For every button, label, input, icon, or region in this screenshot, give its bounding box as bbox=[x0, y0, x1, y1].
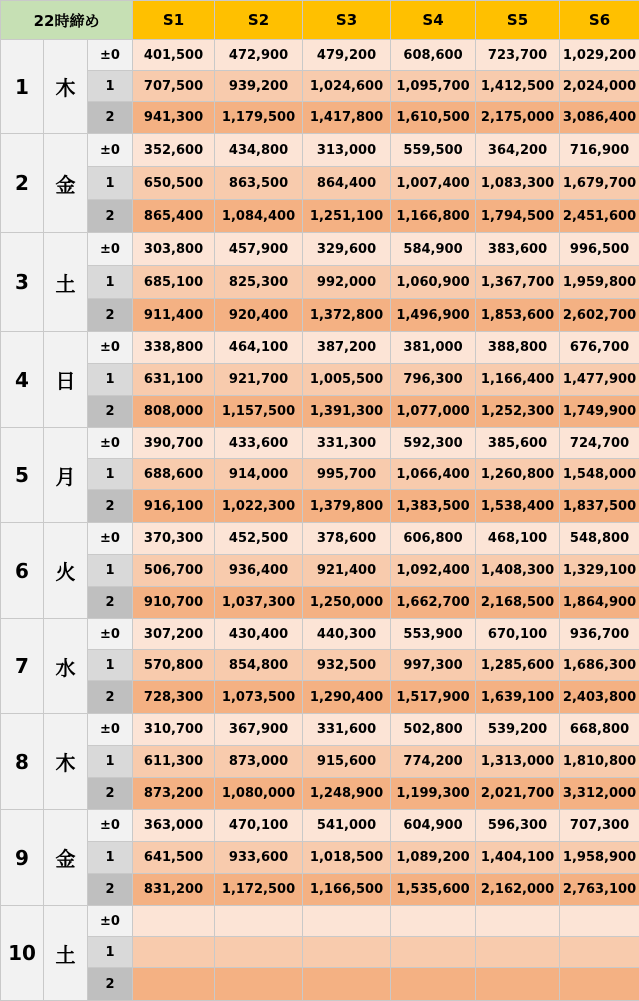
table-row bbox=[1, 134, 639, 167]
level-cell: 2 bbox=[88, 299, 133, 332]
value-cell-s5: 1,166,400 bbox=[476, 364, 560, 396]
level-cell: 2 bbox=[88, 102, 133, 134]
level-cell: ±0 bbox=[88, 134, 133, 167]
table-row bbox=[1, 555, 639, 587]
value-cell-s2: 914,000 bbox=[215, 459, 303, 490]
value-cell-s4: 1,517,900 bbox=[391, 681, 476, 714]
level-cell: 1 bbox=[88, 71, 133, 102]
level-cell: ±0 bbox=[88, 906, 133, 937]
day-number: 9 bbox=[1, 810, 44, 906]
value-cell-s3: 1,024,600 bbox=[303, 71, 391, 102]
value-cell-s6: 2,403,800 bbox=[560, 681, 639, 714]
value-cell-s6: 1,029,200 bbox=[560, 40, 639, 71]
day-number: 3 bbox=[1, 233, 44, 332]
value-cell-s4: 1,066,400 bbox=[391, 459, 476, 490]
value-cell-s1: 728,300 bbox=[133, 681, 215, 714]
value-cell-s6: 1,329,100 bbox=[560, 555, 639, 587]
value-cell-s1: 303,800 bbox=[133, 233, 215, 266]
level-cell: 1 bbox=[88, 937, 133, 968]
table-row bbox=[1, 650, 639, 681]
value-cell-s2 bbox=[215, 937, 303, 968]
value-cell-s2: 433,600 bbox=[215, 428, 303, 459]
level-cell: 1 bbox=[88, 459, 133, 490]
value-cell-s1: 352,600 bbox=[133, 134, 215, 167]
value-cell-s5: 383,600 bbox=[476, 233, 560, 266]
value-cell-s2: 939,200 bbox=[215, 71, 303, 102]
value-cell-s2: 863,500 bbox=[215, 167, 303, 200]
value-cell-s6: 707,300 bbox=[560, 810, 639, 842]
value-cell-s3: 1,290,400 bbox=[303, 681, 391, 714]
day-number: 1 bbox=[1, 40, 44, 134]
value-cell-s5: 596,300 bbox=[476, 810, 560, 842]
level-cell: ±0 bbox=[88, 619, 133, 650]
value-cell-s3: 1,250,000 bbox=[303, 587, 391, 619]
level-cell: ±0 bbox=[88, 714, 133, 746]
value-cell-s2: 472,900 bbox=[215, 40, 303, 71]
table-row bbox=[1, 200, 639, 233]
value-cell-s4: 1,610,500 bbox=[391, 102, 476, 134]
table-row bbox=[1, 364, 639, 396]
value-cell-s5: 1,313,000 bbox=[476, 746, 560, 778]
value-cell-s6: 936,700 bbox=[560, 619, 639, 650]
value-cell-s2: 1,037,300 bbox=[215, 587, 303, 619]
value-cell-s1: 873,200 bbox=[133, 778, 215, 810]
level-cell: 2 bbox=[88, 968, 133, 1001]
value-cell-s5: 1,260,800 bbox=[476, 459, 560, 490]
value-cell-s6: 716,900 bbox=[560, 134, 639, 167]
header-row bbox=[1, 1, 639, 40]
value-cell-s6: 2,024,000 bbox=[560, 71, 639, 102]
value-cell-s4: 559,500 bbox=[391, 134, 476, 167]
value-cell-s3: 541,000 bbox=[303, 810, 391, 842]
table-row bbox=[1, 299, 639, 332]
value-cell-s4: 1,092,400 bbox=[391, 555, 476, 587]
value-cell-s1: 707,500 bbox=[133, 71, 215, 102]
day-weekday: 土 bbox=[44, 906, 88, 1001]
value-cell-s6: 1,548,000 bbox=[560, 459, 639, 490]
value-cell-s1: 370,300 bbox=[133, 523, 215, 555]
value-cell-s1: 865,400 bbox=[133, 200, 215, 233]
table-row bbox=[1, 714, 639, 746]
value-cell-s6: 548,800 bbox=[560, 523, 639, 555]
value-cell-s2: 1,022,300 bbox=[215, 490, 303, 523]
value-cell-s1: 338,800 bbox=[133, 332, 215, 364]
value-cell-s2: 1,073,500 bbox=[215, 681, 303, 714]
value-cell-s2 bbox=[215, 906, 303, 937]
value-cell-s6 bbox=[560, 937, 639, 968]
value-cell-s4 bbox=[391, 906, 476, 937]
value-cell-s2: 920,400 bbox=[215, 299, 303, 332]
table-row bbox=[1, 71, 639, 102]
table-title: 22時締め bbox=[1, 1, 133, 40]
value-cell-s6: 2,763,100 bbox=[560, 874, 639, 906]
value-cell-s1: 808,000 bbox=[133, 396, 215, 428]
day-number: 6 bbox=[1, 523, 44, 619]
value-cell-s5: 1,853,600 bbox=[476, 299, 560, 332]
value-cell-s2: 1,172,500 bbox=[215, 874, 303, 906]
value-cell-s1: 307,200 bbox=[133, 619, 215, 650]
value-cell-s5: 1,412,500 bbox=[476, 71, 560, 102]
value-cell-s1: 570,800 bbox=[133, 650, 215, 681]
value-cell-s3: 1,018,500 bbox=[303, 842, 391, 874]
value-cell-s2: 1,084,400 bbox=[215, 200, 303, 233]
value-cell-s4: 1,496,900 bbox=[391, 299, 476, 332]
value-cell-s6: 1,679,700 bbox=[560, 167, 639, 200]
value-cell-s4: 592,300 bbox=[391, 428, 476, 459]
value-cell-s1 bbox=[133, 906, 215, 937]
table-row bbox=[1, 40, 639, 71]
column-header-s3: S3 bbox=[303, 1, 391, 40]
value-cell-s6: 724,700 bbox=[560, 428, 639, 459]
value-cell-s2: 921,700 bbox=[215, 364, 303, 396]
level-cell: ±0 bbox=[88, 523, 133, 555]
table-row bbox=[1, 619, 639, 650]
value-cell-s1: 363,000 bbox=[133, 810, 215, 842]
value-cell-s5 bbox=[476, 906, 560, 937]
value-cell-s5: 1,285,600 bbox=[476, 650, 560, 681]
level-cell: ±0 bbox=[88, 810, 133, 842]
table-row bbox=[1, 681, 639, 714]
value-cell-s3: 479,200 bbox=[303, 40, 391, 71]
value-cell-s6: 2,451,600 bbox=[560, 200, 639, 233]
value-cell-s4: 1,089,200 bbox=[391, 842, 476, 874]
value-cell-s3: 915,600 bbox=[303, 746, 391, 778]
value-cell-s5: 468,100 bbox=[476, 523, 560, 555]
value-cell-s4: 1,077,000 bbox=[391, 396, 476, 428]
value-cell-s1: 911,400 bbox=[133, 299, 215, 332]
value-cell-s4 bbox=[391, 968, 476, 1001]
value-cell-s2 bbox=[215, 968, 303, 1001]
value-cell-s2: 1,179,500 bbox=[215, 102, 303, 134]
column-header-s4: S4 bbox=[391, 1, 476, 40]
table-row bbox=[1, 428, 639, 459]
value-cell-s2: 464,100 bbox=[215, 332, 303, 364]
level-cell: ±0 bbox=[88, 428, 133, 459]
value-cell-s5: 1,794,500 bbox=[476, 200, 560, 233]
value-cell-s5: 1,252,300 bbox=[476, 396, 560, 428]
day-weekday: 木 bbox=[44, 40, 88, 134]
value-cell-s2: 457,900 bbox=[215, 233, 303, 266]
value-cell-s4: 1,060,900 bbox=[391, 266, 476, 299]
day-weekday: 金 bbox=[44, 134, 88, 233]
value-cell-s6: 1,686,300 bbox=[560, 650, 639, 681]
table-row bbox=[1, 523, 639, 555]
level-cell: 1 bbox=[88, 266, 133, 299]
table-row bbox=[1, 102, 639, 134]
value-cell-s6: 1,864,900 bbox=[560, 587, 639, 619]
day-number: 4 bbox=[1, 332, 44, 428]
day-weekday: 月 bbox=[44, 428, 88, 523]
value-cell-s4: 997,300 bbox=[391, 650, 476, 681]
value-cell-s6: 1,810,800 bbox=[560, 746, 639, 778]
value-cell-s5: 2,168,500 bbox=[476, 587, 560, 619]
value-cell-s3: 313,000 bbox=[303, 134, 391, 167]
table-row bbox=[1, 842, 639, 874]
value-cell-s4: 604,900 bbox=[391, 810, 476, 842]
level-cell: 1 bbox=[88, 650, 133, 681]
level-cell: 2 bbox=[88, 874, 133, 906]
value-cell-s2: 1,080,000 bbox=[215, 778, 303, 810]
value-cell-s1: 831,200 bbox=[133, 874, 215, 906]
day-number: 5 bbox=[1, 428, 44, 523]
value-cell-s3: 1,251,100 bbox=[303, 200, 391, 233]
day-number: 7 bbox=[1, 619, 44, 714]
value-cell-s5: 1,404,100 bbox=[476, 842, 560, 874]
value-cell-s5: 539,200 bbox=[476, 714, 560, 746]
value-cell-s3: 995,700 bbox=[303, 459, 391, 490]
value-cell-s5: 670,100 bbox=[476, 619, 560, 650]
value-cell-s5: 1,538,400 bbox=[476, 490, 560, 523]
table-row bbox=[1, 810, 639, 842]
value-cell-s3: 1,005,500 bbox=[303, 364, 391, 396]
value-cell-s3: 329,600 bbox=[303, 233, 391, 266]
value-cell-s3: 387,200 bbox=[303, 332, 391, 364]
level-cell: 2 bbox=[88, 396, 133, 428]
value-cell-s6: 1,958,900 bbox=[560, 842, 639, 874]
table-row bbox=[1, 233, 639, 266]
value-cell-s1: 688,600 bbox=[133, 459, 215, 490]
level-cell: 2 bbox=[88, 200, 133, 233]
level-cell: 2 bbox=[88, 778, 133, 810]
value-cell-s3: 331,600 bbox=[303, 714, 391, 746]
value-cell-s3: 1,379,800 bbox=[303, 490, 391, 523]
table-row bbox=[1, 906, 639, 937]
value-cell-s4: 1,007,400 bbox=[391, 167, 476, 200]
value-cell-s2: 470,100 bbox=[215, 810, 303, 842]
value-cell-s3: 1,166,500 bbox=[303, 874, 391, 906]
value-cell-s3: 1,248,900 bbox=[303, 778, 391, 810]
value-cell-s2: 854,800 bbox=[215, 650, 303, 681]
value-cell-s2: 367,900 bbox=[215, 714, 303, 746]
level-cell: 1 bbox=[88, 746, 133, 778]
day-weekday: 土 bbox=[44, 233, 88, 332]
value-cell-s5: 1,639,100 bbox=[476, 681, 560, 714]
value-cell-s5: 385,600 bbox=[476, 428, 560, 459]
value-cell-s5: 2,175,000 bbox=[476, 102, 560, 134]
value-cell-s4: 796,300 bbox=[391, 364, 476, 396]
level-cell: 2 bbox=[88, 490, 133, 523]
value-cell-s3: 864,400 bbox=[303, 167, 391, 200]
table-row bbox=[1, 459, 639, 490]
value-cell-s4: 774,200 bbox=[391, 746, 476, 778]
level-cell: 2 bbox=[88, 681, 133, 714]
value-cell-s3: 440,300 bbox=[303, 619, 391, 650]
value-cell-s2: 873,000 bbox=[215, 746, 303, 778]
value-cell-s1: 506,700 bbox=[133, 555, 215, 587]
value-cell-s5: 2,162,000 bbox=[476, 874, 560, 906]
value-cell-s3: 1,372,800 bbox=[303, 299, 391, 332]
value-cell-s4: 1,535,600 bbox=[391, 874, 476, 906]
value-cell-s3: 992,000 bbox=[303, 266, 391, 299]
value-cell-s6: 996,500 bbox=[560, 233, 639, 266]
value-cell-s3 bbox=[303, 937, 391, 968]
value-cell-s4: 1,095,700 bbox=[391, 71, 476, 102]
day-number: 2 bbox=[1, 134, 44, 233]
value-cell-s6: 668,800 bbox=[560, 714, 639, 746]
value-cell-s6: 1,477,900 bbox=[560, 364, 639, 396]
value-cell-s3 bbox=[303, 968, 391, 1001]
value-cell-s2: 452,500 bbox=[215, 523, 303, 555]
table-row bbox=[1, 746, 639, 778]
value-cell-s1 bbox=[133, 968, 215, 1001]
value-cell-s6: 676,700 bbox=[560, 332, 639, 364]
level-cell: ±0 bbox=[88, 40, 133, 71]
value-cell-s3: 1,417,800 bbox=[303, 102, 391, 134]
table-row bbox=[1, 167, 639, 200]
level-cell: 2 bbox=[88, 587, 133, 619]
value-cell-s5 bbox=[476, 937, 560, 968]
day-weekday: 木 bbox=[44, 714, 88, 810]
day-weekday: 火 bbox=[44, 523, 88, 619]
column-header-s1: S1 bbox=[133, 1, 215, 40]
column-header-s5: S5 bbox=[476, 1, 560, 40]
value-cell-s4: 1,166,800 bbox=[391, 200, 476, 233]
value-cell-s6: 1,837,500 bbox=[560, 490, 639, 523]
day-number: 8 bbox=[1, 714, 44, 810]
value-cell-s6 bbox=[560, 906, 639, 937]
level-cell: 1 bbox=[88, 167, 133, 200]
value-cell-s3 bbox=[303, 906, 391, 937]
table-row bbox=[1, 266, 639, 299]
value-cell-s4: 502,800 bbox=[391, 714, 476, 746]
table-row bbox=[1, 937, 639, 968]
value-cell-s4: 584,900 bbox=[391, 233, 476, 266]
value-cell-s5: 1,408,300 bbox=[476, 555, 560, 587]
day-weekday: 日 bbox=[44, 332, 88, 428]
value-cell-s2: 434,800 bbox=[215, 134, 303, 167]
value-cell-s2: 430,400 bbox=[215, 619, 303, 650]
value-cell-s1: 611,300 bbox=[133, 746, 215, 778]
value-cell-s3: 378,600 bbox=[303, 523, 391, 555]
value-cell-s6: 3,086,400 bbox=[560, 102, 639, 134]
table-row bbox=[1, 587, 639, 619]
value-cell-s5: 364,200 bbox=[476, 134, 560, 167]
value-cell-s1: 941,300 bbox=[133, 102, 215, 134]
value-cell-s4 bbox=[391, 937, 476, 968]
day-weekday: 金 bbox=[44, 810, 88, 906]
value-cell-s2: 936,400 bbox=[215, 555, 303, 587]
value-cell-s1: 641,500 bbox=[133, 842, 215, 874]
level-cell: 1 bbox=[88, 364, 133, 396]
value-cell-s6 bbox=[560, 968, 639, 1001]
level-cell: 1 bbox=[88, 842, 133, 874]
value-cell-s1 bbox=[133, 937, 215, 968]
level-cell: ±0 bbox=[88, 332, 133, 364]
value-cell-s3: 331,300 bbox=[303, 428, 391, 459]
level-cell: ±0 bbox=[88, 233, 133, 266]
value-cell-s4: 1,199,300 bbox=[391, 778, 476, 810]
day-number: 10 bbox=[1, 906, 44, 1001]
value-cell-s4: 553,900 bbox=[391, 619, 476, 650]
value-cell-s5: 1,083,300 bbox=[476, 167, 560, 200]
table-row bbox=[1, 778, 639, 810]
value-cell-s1: 916,100 bbox=[133, 490, 215, 523]
table-row bbox=[1, 396, 639, 428]
value-cell-s1: 910,700 bbox=[133, 587, 215, 619]
value-cell-s1: 401,500 bbox=[133, 40, 215, 71]
value-cell-s5 bbox=[476, 968, 560, 1001]
value-cell-s4: 608,600 bbox=[391, 40, 476, 71]
value-cell-s3: 932,500 bbox=[303, 650, 391, 681]
value-cell-s1: 310,700 bbox=[133, 714, 215, 746]
value-cell-s6: 2,602,700 bbox=[560, 299, 639, 332]
column-header-s6: S6 bbox=[560, 1, 639, 40]
value-cell-s6: 3,312,000 bbox=[560, 778, 639, 810]
value-cell-s6: 1,959,800 bbox=[560, 266, 639, 299]
value-cell-s2: 825,300 bbox=[215, 266, 303, 299]
value-cell-s1: 650,500 bbox=[133, 167, 215, 200]
value-cell-s6: 1,749,900 bbox=[560, 396, 639, 428]
value-cell-s2: 1,157,500 bbox=[215, 396, 303, 428]
table-row bbox=[1, 874, 639, 906]
value-cell-s4: 606,800 bbox=[391, 523, 476, 555]
table-row bbox=[1, 968, 639, 1001]
value-cell-s4: 1,383,500 bbox=[391, 490, 476, 523]
value-cell-s4: 1,662,700 bbox=[391, 587, 476, 619]
day-weekday: 水 bbox=[44, 619, 88, 714]
value-cell-s5: 388,800 bbox=[476, 332, 560, 364]
value-cell-s2: 933,600 bbox=[215, 842, 303, 874]
column-header-s2: S2 bbox=[215, 1, 303, 40]
value-cell-s1: 631,100 bbox=[133, 364, 215, 396]
value-cell-s3: 1,391,300 bbox=[303, 396, 391, 428]
value-cell-s5: 1,367,700 bbox=[476, 266, 560, 299]
value-cell-s1: 390,700 bbox=[133, 428, 215, 459]
value-cell-s3: 921,400 bbox=[303, 555, 391, 587]
value-cell-s5: 723,700 bbox=[476, 40, 560, 71]
value-cell-s5: 2,021,700 bbox=[476, 778, 560, 810]
level-cell: 1 bbox=[88, 555, 133, 587]
value-cell-s1: 685,100 bbox=[133, 266, 215, 299]
table-row bbox=[1, 332, 639, 364]
value-cell-s4: 381,000 bbox=[391, 332, 476, 364]
table-row bbox=[1, 490, 639, 523]
